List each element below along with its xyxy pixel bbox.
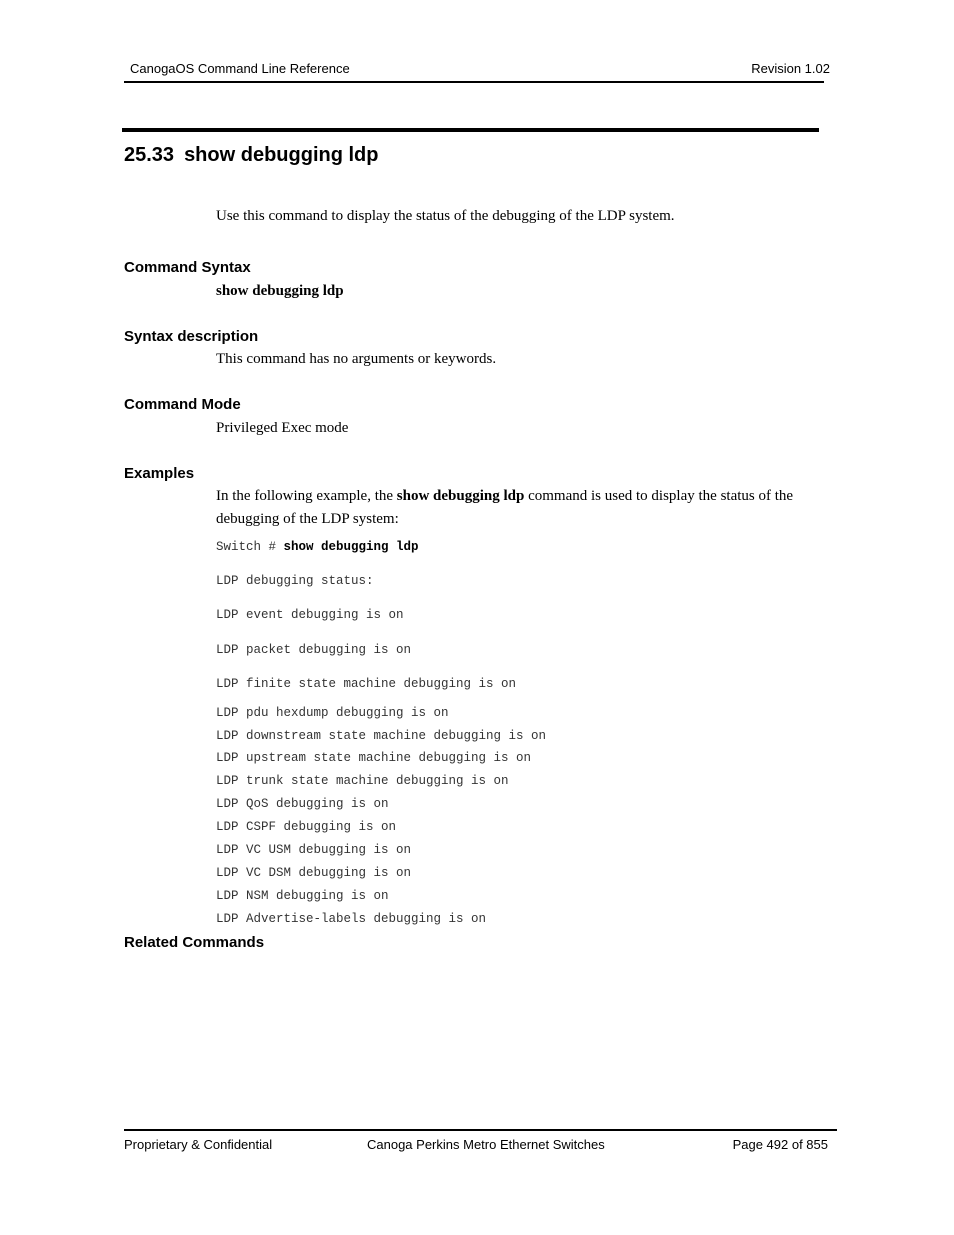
command-mode-text: Privileged Exec mode	[216, 420, 349, 436]
output-line: LDP downstream state machine debugging is on	[216, 729, 547, 743]
example-command-line	[216, 540, 419, 554]
command-mode-heading: Command Mode	[124, 396, 241, 413]
output-line: LDP pdu hexdump debugging is on	[216, 706, 449, 720]
examples-intro-command: show debugging ldp	[396, 488, 525, 504]
command-syntax-heading: Command Syntax	[124, 259, 251, 276]
output-line: LDP CSPF debugging is on	[216, 820, 397, 834]
example-command: show debugging ldp	[283, 540, 419, 554]
output-line: LDP finite state machine debugging is on	[216, 677, 517, 691]
examples-intro-before: In the following example, the	[216, 488, 397, 504]
footer-confidentiality: Proprietary & Confidential	[124, 1137, 273, 1152]
output-line: LDP event debugging is on	[216, 608, 404, 622]
output-line: LDP VC DSM debugging is on	[216, 866, 412, 880]
output-line: LDP VC USM debugging is on	[216, 843, 412, 857]
example-prompt: Switch #	[216, 540, 284, 554]
examples-intro	[216, 485, 821, 531]
output-line: LDP Advertise-labels debugging is on	[216, 912, 487, 926]
related-commands-heading: Related Commands	[124, 934, 265, 951]
output-line: LDP upstream state machine debugging is on	[216, 751, 532, 765]
section-heading	[124, 144, 378, 167]
output-line: LDP debugging status:	[216, 574, 374, 588]
output-line: LDP QoS debugging is on	[216, 797, 389, 811]
syntax-description-text: This command has no arguments or keywords.	[216, 351, 497, 367]
command-syntax-text: show debugging ldp	[216, 283, 344, 299]
footer-page-number: Page 492 of 855	[732, 1137, 828, 1152]
header-divider	[124, 81, 824, 83]
running-header-title: CanogaOS Command Line Reference	[130, 61, 350, 76]
running-header-revision: Revision 1.02	[751, 61, 830, 76]
output-line: LDP trunk state machine debugging is on	[216, 774, 509, 788]
footer-divider	[124, 1129, 837, 1131]
section-intro: Use this command to display the status of the debugging of the LDP system.	[216, 208, 675, 224]
output-line: LDP NSM debugging is on	[216, 889, 389, 903]
examples-intro-after: command is used to display the status of the debugging of the LDP system:	[216, 488, 794, 527]
footer-product: Canoga Perkins Metro Ethernet Switches	[367, 1137, 605, 1152]
examples-heading: Examples	[124, 465, 195, 482]
section-divider	[122, 128, 819, 132]
output-line: LDP packet debugging is on	[216, 643, 412, 657]
section-number: 25.33	[124, 144, 175, 166]
section-title: show debugging ldp	[184, 144, 379, 166]
syntax-description-heading: Syntax description	[124, 328, 259, 345]
